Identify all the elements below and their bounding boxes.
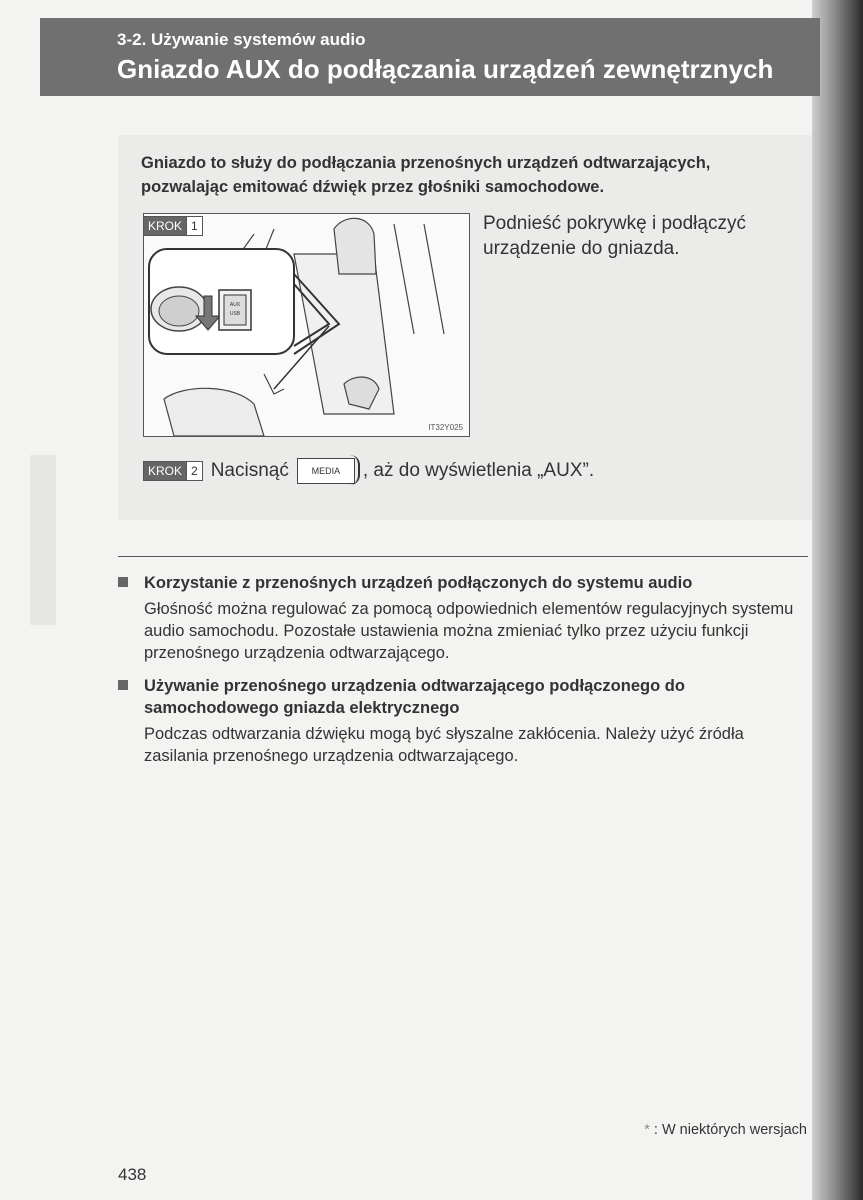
page-title: Gniazdo AUX do podłączania urządzeń zewnętrznych [117,54,774,84]
step-2-badge [143,461,203,481]
note-power-socket [118,675,808,767]
media-button-icon [297,458,355,484]
note-heading [118,675,808,719]
button-press-mark [348,455,360,485]
figure-code: IT32Y025 [428,423,463,432]
step-2-text-after: , aż do wyświetlenia „AUX”. [362,460,595,481]
side-tab-marker [30,455,56,625]
aux-jack-illustration [143,213,470,437]
note-portable-devices [118,572,808,664]
section-label: 3-2. Używanie systemów audio [117,30,366,49]
usb-jack-label: USB [229,311,241,317]
aux-jack-label: AUX [229,302,241,308]
step-badge-label: KROK [144,217,186,235]
page-number: 438 [118,1165,147,1184]
note-body: Podczas odtwarzania dźwięku mogą być słyszalne zakłócenia. Należy użyć źródła zasilania przenośnego urządzenia odtwarzającego. [144,725,744,765]
step-badge-number: 2 [186,462,202,480]
note-body: Głośność można regulować za pomocą odpowiednich elementów regulacyjnych systemu audio samochodu. Pozostałe ustawienia można zmieniać tylko przez użyciu funkcji przenośnego urządzenia odtwarzającego. [144,600,794,662]
page-binding-shadow [812,0,863,1200]
footnote-text: : W niektórych wersjach [653,1122,807,1138]
footnote [644,1122,807,1138]
console-drawing [144,214,469,436]
step-1-badge [143,216,203,236]
step-badge-label: KROK [144,462,186,480]
step-1-instruction: Podnieść pokrywkę i podłączyć urządzenie do gniazda. [483,213,746,259]
step-badge-number: 1 [186,217,202,235]
intro-paragraph: Gniazdo to służy do podłączania przenośnych urządzeń odtwarzających, pozwalając emitować dźwięk przez głośniki samochodowe. [141,154,711,196]
square-bullet-icon [118,680,128,690]
media-button-label: MEDIA [311,466,341,476]
square-bullet-icon [118,577,128,587]
note-heading-text: Używanie przenośnego urządzenia odtwarzającego podłączonego do samochodowego gniazda elektrycznego [144,677,685,717]
chapter-header [40,18,820,96]
note-heading-text: Korzystanie z przenośnych urządzeń podłączonych do systemu audio [144,574,693,592]
note-heading [118,572,808,594]
step-2-text-before: Nacisnąć [210,460,289,481]
asterisk-icon: * [644,1122,650,1138]
step-2-row [143,456,594,486]
section-divider [118,556,808,557]
